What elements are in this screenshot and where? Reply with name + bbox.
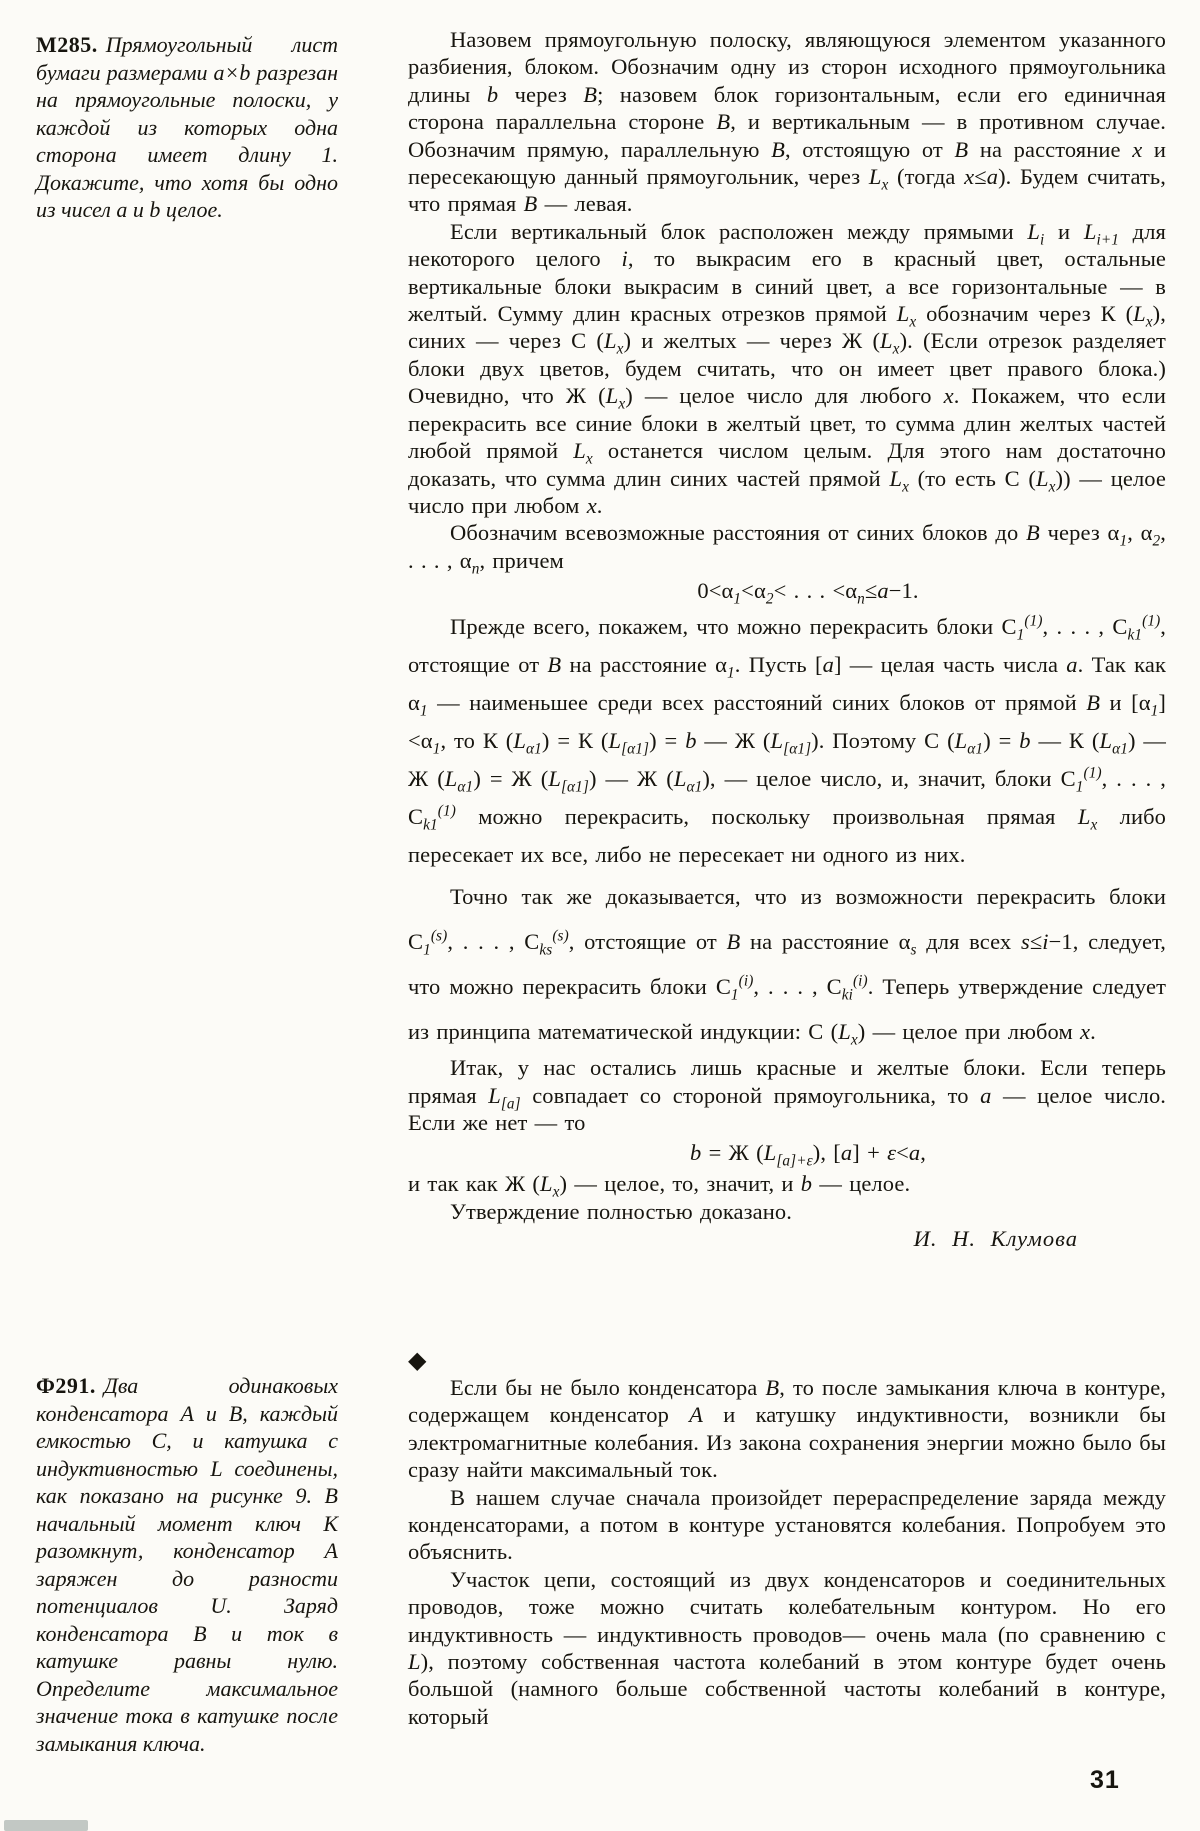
author-signature: И. Н. Клумова (913, 1226, 1078, 1252)
solution-m285-paragraph-2: Если вертикальный блок расположен между прямыми $L_i$ и $L_{i+1}$ для некоторого целого i, то выкрасим его в красный цвет, остальные вертикальные блоки выкрасим в синий цвет, а все горизонтальные — в желтый. Сумму длин красных отрезков прямой $L_x$ обозначим через К $(L_x)$, синих — через С $(L_x)$ и желтых — через Ж $(L_x)$. (Если отрезок разделяет блоки двух цветов, будем считать, что он имеет цвет правого блока.) Очевидно, что Ж $(L_x)$ — целое число для любого x. Покажем, что если перекрасить все синие блоки в желтый цвет, то сумма длин желтых частей любой прямой $L_x$ останется числом целым. Для этого нам достаточно доказать, что сумма длин синих частей прямой $L_x$ (то есть С $(L_x)$) — целое число при любом x. (408, 218, 1167, 518)
formula-b-equals: b = Ж $(L_{[a]+\varepsilon})$, [a] + ε<a, (690, 1140, 926, 1170)
solution-m285-paragraph-8: Утверждение полностью доказано. (450, 1198, 792, 1224)
formula-alpha-chain: $0<\alpha_1<\alpha_2<$ . . . $<\alpha_n\le a-1$. (697, 578, 919, 608)
section-diamond-icon: ◆ (408, 1346, 427, 1374)
problem-statement-f291 (36, 1372, 338, 1757)
problem-text-m285: Прямоугольный лист бумаги размерами a×b разрезан на прямоугольные полоски, у каждой из которых одна сторона имеет длину 1. Докажите, что хотя бы одно из чисел a и b целое. (36, 32, 338, 222)
solution-m285-paragraph-4: Прежде всего, покажем, что можно перекрасить блоки $C_1^{(1)}$, . . . , $C_{k1}^{(1)}$, отстоящие от B на расстояние $\alpha_1$. Пусть [a] — целая часть числа a. Так как $\alpha_1$ — наименьшее среди всех расстояний синих блоков от прямой B и $[\alpha_1]<\alpha_1$, то К $(L_{\alpha 1}) = К$ $(L_{[\alpha 1]}) = b$ — Ж $(L_{[\alpha 1]})$. Поэтому С $(L_{\alpha 1}) = b$ — К $(L_{\alpha 1})$ — Ж $(L_{\alpha 1}) = Ж$ $(L_{[\alpha 1]})$ — Ж $(L_{\alpha 1})$, — целое число, и, значит, блоки $C_1^{(1)}$, . . . , $C_{k1}^{(1)}$ можно перекрасить, поскольку произвольная прямая $L_x$ либо пересекает их все, либо не пересекает ни одного из них. (408, 612, 1167, 868)
solution-f291-paragraph-1: Если бы не было конденсатора B, то после замыкания ключа в контуре, содержащем конденсатор А и катушку индуктивности, возникли бы электромагнитные колебания. Из закона сохранения энергии можно было бы сразу найти максимальный ток. (408, 1375, 1167, 1483)
solution-m285 (408, 26, 1166, 1253)
problem-id-f291: Ф291. (36, 1373, 96, 1398)
scan-edge-artifact (4, 1820, 88, 1831)
solution-f291-paragraph-3: Участок цепи, состоящий из двух конденсаторов и соединительных проводов, тоже можно считать колебательным контуром. Но его индуктивность — индуктивность проводов— очень мала (по сравнению с L), поэтому собственная частота колебаний в этом контуре будет очень большой (намного больше собственной частоты колебаний в контуре, который (408, 1566, 1166, 1729)
problem-id-m285: М285. (36, 32, 98, 57)
page-number: 31 (1090, 1766, 1120, 1794)
problem-statement-m285 (36, 31, 338, 224)
solution-f291 (408, 1346, 1166, 1730)
solution-m285-paragraph-5: Точно так же доказывается, что из возможности перекрасить блоки $C_1^{(s)}$, . . . , $C_{ks}^{(s)}$, отстоящие от B на расстояние $\alpha_s$ для всех s≤i−1, следует, что можно перекрасить блоки $C_1^{(i)}$, . . . , $C_{ki}^{(i)}$. Теперь утверждение следует из принципа математической индукции: С $(L_x)$ — целое при любом x. (408, 884, 1167, 1049)
solution-m285-paragraph-6: Итак, у нас остались лишь красные и желтые блоки. Если теперь прямая $L_{[a]}$ совпадает со стороной прямоугольника, то a — целое число. Если же нет — то (408, 1055, 1167, 1135)
problem-text-f291: Два одинаковых конденсатора А и В, каждый емкостью С, и катушка с индуктивностью L соединены, как показано на рисунке 9. В начальный момент ключ К разомкнут, конденсатор А заряжен до разности потенциалов U. Заряд конденсатора В и ток в катушке равны нулю. Определите максимальное значение тока в катушке после замыкания ключа. (36, 1373, 338, 1756)
solution-f291-paragraph-2: В нашем случае сначала произойдет перераспределение заряда между конденсаторами, а потом в контуре установятся колебания. Попробуем это объяснить. (408, 1484, 1166, 1565)
solution-m285-paragraph-3: Обозначим всевозможные расстояния от синих блоков до B через $\alpha_1$, $\alpha_2$, . . . , $\alpha_n$, причем (408, 520, 1167, 578)
solution-m285-paragraph-1: Назовем прямоугольную полоску, являющуюся элементом указанного разбиения, блоком. Обозначим одну из сторон исходного прямоугольника длины b через B; назовем блок горизонтальным, если его единичная сторона параллельна стороне B, и вертикальным — в противном случае. Обозначим прямую, параллельную B, отстоящую от B на расстояние x и пересекающую данный прямоугольник, через $L_x$ (тогда x≤a). Будем считать, что прямая B — левая. (408, 27, 1167, 217)
solution-m285-paragraph-7: и так как Ж $(L_x)$ — целое, то, значит, и b — целое. (408, 1171, 911, 1201)
